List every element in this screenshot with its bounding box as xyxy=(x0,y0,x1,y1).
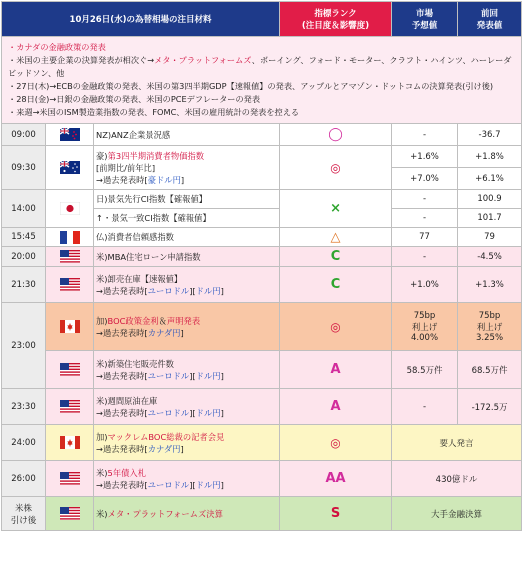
rank-cell: S xyxy=(280,497,392,531)
header-forecast-line1: 市場 xyxy=(416,9,434,19)
header-rank xyxy=(280,2,392,37)
note-line-4: ・28日(金)→日銀の金融政策の発表、米国のPCEデフレーターの発表 xyxy=(8,94,261,104)
table-row xyxy=(2,303,522,351)
forecast-cell: 77 xyxy=(392,228,458,247)
indicator-link[interactable]: BOC政策金利 xyxy=(107,315,159,326)
header-forecast-line2: 予想値 xyxy=(411,21,438,31)
time-cell xyxy=(2,497,46,531)
previous-line1: 75bp xyxy=(478,310,501,321)
bracket: ] xyxy=(220,285,224,296)
previous-cell: +6.1% xyxy=(458,168,522,190)
indicator-cell: 米)MBA住宅ローン申請指数 xyxy=(94,247,280,267)
previous-cell: +1.8% xyxy=(458,146,522,168)
indicator-country: 米) xyxy=(96,467,108,478)
bracket: ][ xyxy=(189,479,196,490)
bracket: ][ xyxy=(189,285,196,296)
forecast-cell: - xyxy=(392,247,458,267)
forecast-cell: - xyxy=(392,209,458,228)
header-previous xyxy=(458,2,522,37)
previous-cell: -4.5% xyxy=(458,247,522,267)
pair-link-cadjpy[interactable]: カナダ円 xyxy=(147,327,181,338)
previous-cell: 101.7 xyxy=(458,209,522,228)
table-row xyxy=(2,267,522,303)
past-release-line xyxy=(96,327,277,339)
past-release-label: →過去発表時[ xyxy=(96,479,148,490)
indicator-cell xyxy=(94,425,280,461)
ampersand: ＆ xyxy=(158,315,167,326)
indicator-link[interactable]: メタ・プラットフォームズ決算 xyxy=(107,508,223,519)
header-forecast xyxy=(392,2,458,37)
flag-us-icon xyxy=(46,351,94,389)
previous-cell: 100.9 xyxy=(458,190,522,209)
past-release-line xyxy=(96,407,277,419)
flag-us-icon xyxy=(46,267,94,303)
indicator-country: 米) xyxy=(96,508,108,519)
previous-cell: -172.5万 xyxy=(458,389,522,425)
calendar-table xyxy=(1,1,522,531)
rank-cell: C xyxy=(280,247,392,267)
forecast-cell: +1.0% xyxy=(392,267,458,303)
table-row xyxy=(2,497,522,531)
pair-link-usdjpy[interactable]: ドル円 xyxy=(195,479,221,490)
flag-us-icon xyxy=(46,497,94,531)
indicator-link[interactable]: 5年債入札 xyxy=(107,467,147,478)
rank-cell: △ xyxy=(280,228,392,247)
pair-link-usdjpy[interactable]: ドル円 xyxy=(195,370,221,381)
note-line-1: ・カナダの金融政策の発表 xyxy=(8,42,106,52)
previous-line2: 利上げ xyxy=(476,322,503,333)
forecast-cell: - xyxy=(392,190,458,209)
time-cell: 23:30 xyxy=(2,389,46,425)
indicator-cell xyxy=(94,303,280,351)
past-release-label: →過去発表時[ xyxy=(96,327,148,338)
indicator-link-2[interactable]: 声明発表 xyxy=(166,315,201,326)
note-line-2b-link[interactable]: メタ・プラットフォームズ xyxy=(154,55,252,65)
forecast-cell: - xyxy=(392,124,458,146)
rank-cell: × xyxy=(280,190,392,228)
rank-cell: ◎ xyxy=(280,425,392,461)
table-row xyxy=(2,146,522,168)
flag-fr-icon xyxy=(46,228,94,247)
bracket: ][ xyxy=(189,407,196,418)
table-row xyxy=(2,247,522,267)
flag-au-icon xyxy=(46,146,94,190)
time-cell: 09:00 xyxy=(2,124,46,146)
indicator-cell: 仏)消費者信頼感指数 xyxy=(94,228,280,247)
past-release-line xyxy=(96,285,277,297)
past-release-line xyxy=(96,479,277,491)
forecast-line3: 4.00% xyxy=(411,332,439,343)
indicator-cell: 日)景気先行CI指数【確報値】 xyxy=(94,190,280,209)
flag-nz-icon xyxy=(46,124,94,146)
rank-cell: ◎ xyxy=(280,146,392,190)
forecast-cell: 58.5万件 xyxy=(392,351,458,389)
rank-cell: C xyxy=(280,267,392,303)
indicator-title xyxy=(96,431,277,443)
bracket: ] xyxy=(180,174,185,185)
rank-cell: AA xyxy=(280,461,392,497)
merged-value-cell: 大手金融決算 xyxy=(392,497,522,531)
indicator-country: 豪) xyxy=(96,150,108,161)
rank-cell: ◎ xyxy=(280,303,392,351)
indicator-cell: NZ)ANZ企業景況感 xyxy=(94,124,280,146)
indicator-country: 加) xyxy=(96,431,108,442)
previous-cell: -36.7 xyxy=(458,124,522,146)
indicator-cell xyxy=(94,351,280,389)
notes-cell xyxy=(2,37,522,124)
table-row xyxy=(2,190,522,209)
past-release-label: →過去発表時[ xyxy=(96,370,148,381)
pair-link-cadjpy[interactable]: カナダ円 xyxy=(147,443,181,454)
notes-row xyxy=(2,37,522,124)
table-row xyxy=(2,425,522,461)
time-cell: 14:00 xyxy=(2,190,46,228)
past-release-label: →過去発表時[ xyxy=(96,174,148,185)
flag-jp-icon xyxy=(46,190,94,228)
table-row xyxy=(2,228,522,247)
time-line1: 米株 xyxy=(14,503,32,514)
past-release-line xyxy=(96,443,277,455)
table-row xyxy=(2,389,522,425)
indicator-cell xyxy=(94,497,280,531)
bracket: ] xyxy=(220,479,224,490)
forecast-cell: +7.0% xyxy=(392,168,458,190)
bracket: ] xyxy=(220,370,224,381)
note-line-5: ・来週→米国のISM製造業指数の発表、FOMC、米国の雇用統計の発表を控える xyxy=(8,107,300,117)
past-release-label: →過去発表時[ xyxy=(96,285,148,296)
time-cell: 20:00 xyxy=(2,247,46,267)
indicator-link[interactable]: 第3四半期消費者物価指数 xyxy=(107,150,205,161)
indicator-country: 加) xyxy=(96,315,108,326)
indicator-title xyxy=(96,467,277,479)
previous-cell xyxy=(458,303,522,351)
past-release-line xyxy=(96,174,277,186)
indicator-title: 米)卸売在庫【速報値】 xyxy=(96,273,183,284)
indicator-sub: [前期比/前年比] xyxy=(96,162,156,173)
rank-cell: A xyxy=(280,389,392,425)
header-rank-line2: (注目度＆影響度) xyxy=(301,21,370,31)
flag-ca-icon xyxy=(46,303,94,351)
rank-cell: ◯ xyxy=(280,124,392,146)
bracket: ][ xyxy=(189,370,196,381)
previous-cell: +1.3% xyxy=(458,267,522,303)
indicator-title xyxy=(96,315,277,327)
indicator-cell xyxy=(94,461,280,497)
forecast-line1: 75bp xyxy=(413,310,436,321)
time-cell: 26:00 xyxy=(2,461,46,497)
table-row xyxy=(2,351,522,389)
merged-value-cell: 要人発言 xyxy=(392,425,522,461)
bracket: ] xyxy=(180,327,184,338)
flag-us-icon xyxy=(46,461,94,497)
previous-cell: 79 xyxy=(458,228,522,247)
table-row xyxy=(2,461,522,497)
indicator-title xyxy=(96,150,277,162)
forecast-cell xyxy=(392,303,458,351)
past-release-label: →過去発表時[ xyxy=(96,443,148,454)
forecast-line2: 利上げ xyxy=(411,322,438,333)
past-release-line xyxy=(96,370,277,382)
header-previous-line2: 発表値 xyxy=(476,21,503,31)
time-cell: 24:00 xyxy=(2,425,46,461)
pair-link-eurusd[interactable]: ユーロドル xyxy=(147,370,190,381)
indicator-cell xyxy=(94,267,280,303)
past-release-label: →過去発表時[ xyxy=(96,407,148,418)
flag-us-icon xyxy=(46,247,94,267)
indicator-title: 米)週間原油在庫 xyxy=(96,395,158,406)
indicator-title: 米)新築住宅販売件数 xyxy=(96,358,174,369)
indicator-cell: ↑・景気一致CI指数【確報値】 xyxy=(94,209,280,228)
note-line-3: ・27日(木)→ECBの金融政策の発表、米国の第3四半期GDP【速報値】の発表、アップルとアマゾン・ドットコムの決算発表(引け後) xyxy=(8,81,494,91)
indicator-link[interactable]: マックレムBOC総裁の記者会見 xyxy=(107,431,225,442)
bracket: ] xyxy=(180,443,184,454)
pair-link-eurusd[interactable]: ユーロドル xyxy=(147,479,190,490)
forecast-cell: - xyxy=(392,389,458,425)
header-title: 10月26日(水)の為替相場の注目材料 xyxy=(2,2,280,37)
note-line-2c: 、ボーイング、フォード・モーター、クラフト・ハインツ、ハーレーダビッドソン、他 xyxy=(8,55,512,78)
previous-cell: 68.5万件 xyxy=(458,351,522,389)
pair-link-usdjpy[interactable]: ドル円 xyxy=(195,407,221,418)
pair-link-usdjpy[interactable]: ドル円 xyxy=(195,285,221,296)
pair-link-audjpy[interactable]: 豪ドル円 xyxy=(147,174,181,185)
flag-ca-icon xyxy=(46,425,94,461)
pair-link-eurusd[interactable]: ユーロドル xyxy=(147,285,190,296)
header-rank-line1: 指標ランク xyxy=(314,9,357,19)
bracket: ] xyxy=(220,407,224,418)
time-cell: 21:30 xyxy=(2,267,46,303)
table-row xyxy=(2,124,522,146)
note-line-2 xyxy=(8,54,515,80)
time-line2: 引け後 xyxy=(10,515,37,526)
header-previous-line1: 前回 xyxy=(481,9,499,19)
forecast-cell: +1.6% xyxy=(392,146,458,168)
rank-cell: A xyxy=(280,351,392,389)
note-line-2a: ・米国の主要企業の決算発表が相次ぐ→ xyxy=(8,55,155,65)
pair-link-eurusd[interactable]: ユーロドル xyxy=(147,407,190,418)
time-cell: 23:00 xyxy=(2,303,46,389)
flag-us-icon xyxy=(46,389,94,425)
previous-line3: 3.25% xyxy=(476,332,504,343)
time-cell: 15:45 xyxy=(2,228,46,247)
header-row xyxy=(2,2,522,37)
indicator-cell xyxy=(94,146,280,190)
time-cell: 09:30 xyxy=(2,146,46,190)
merged-value-cell: 430億ドル xyxy=(392,461,522,497)
indicator-cell xyxy=(94,389,280,425)
